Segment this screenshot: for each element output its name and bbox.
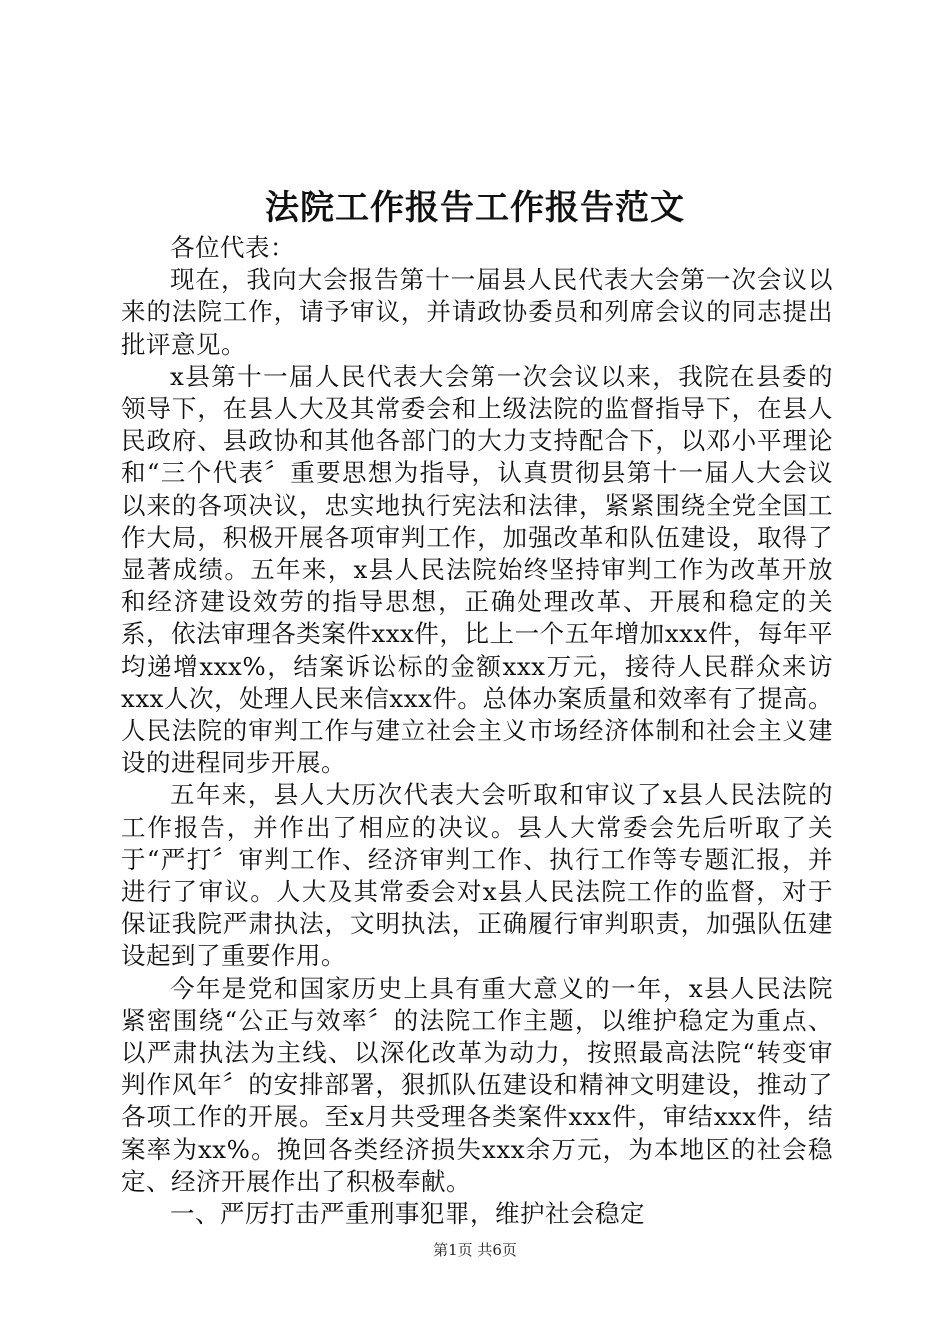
paragraph: 五年来，县人大历次代表大会听取和审议了x县人民法院的工作报告，并作出了相应的决议。县人大常委会先后听取了关于“严打〞审判工作、经济审判工作、执行工作等专题汇报，并进行了审议。人大及其常委会对x县人民法院工作的监督，对于保证我院严肃执法，文明执法，正确履行审判职责，加强队伍建设起到了重要作用。 (121, 780, 833, 971)
page-footer: 第1页 共6页 (433, 1241, 517, 1259)
section-heading: 一、严厉打击严重刑事犯罪，维护社会稳定 (170, 1199, 645, 1229)
paragraph: 现在，我向大会报告第十一届县人民代表大会第一次会议以来的法院工作，请予审议，并请政协委员和列席会议的同志提出批评意见。 (121, 265, 833, 359)
paragraph: 今年是党和国家历史上具有重大意义的一年，x县人民法院紧密围绕“公正与效率〞的法院工作主题，以维护稳定为重点、以严肃执法为主线、以深化改革为动力，按照最高法院“转变审判作风年〞的安排部署，狠抓队伍建设和精神文明建设，推动了各项工作的开展。至x月共受理各类案件xxx件，审结xxx件，结案率为xx%。挽回各类经济损失xxx余万元，为本地区的社会稳定、经济开展作出了积极奉献。 (121, 973, 833, 1196)
paragraph: x县第十一届人民代表大会第一次会议以来，我院在县委的领导下，在县人大及其常委会和上级法院的监督指导下，在县人民政府、县政协和其他各部门的大力支持配合下，以邓小平理论和“三个代表〞重要思想为指导，认真贯彻县第十一届人大会议以来的各项决议，忠实地执行宪法和法律，紧紧围绕全党全国工作大局，积极开展各项审判工作，加强改革和队伍建设，取得了显著成绩。五年来，x县人民法院始终坚持审判工作为改革开放和经济建设效劳的指导思想，正确处理改革、开展和稳定的关系，依法审理各类案件xxx件，比上一个五年增加xxx件，每年平均递增xxx%，结案诉讼标的金额xxx万元，接待人民群众来访xxx人次，处理人民来信xxx件。总体办案质量和效率有了提高。人民法院的审判工作与建立社会主义市场经济体制和社会主义建设的进程同步开展。 (121, 361, 833, 778)
salutation: 各位代表： (170, 233, 295, 262)
document-title: 法院工作报告工作报告范文 (265, 188, 685, 228)
document-body (121, 232, 833, 1230)
